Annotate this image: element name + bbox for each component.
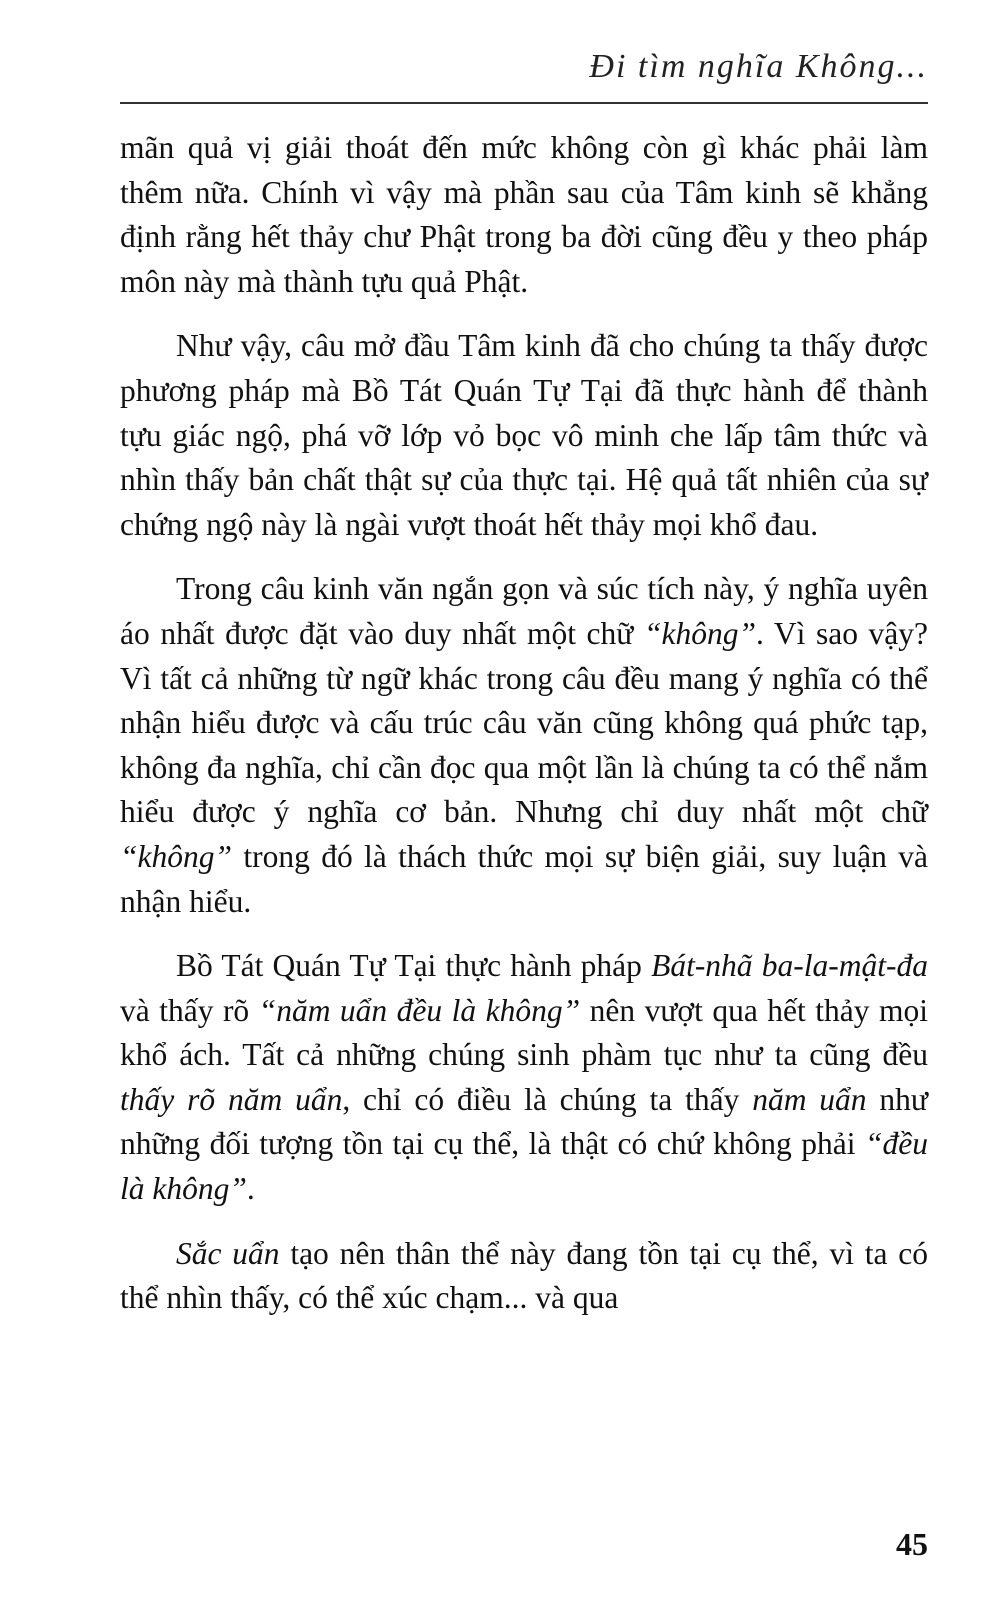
italic-run: thấy rõ năm uẩn bbox=[120, 1081, 343, 1117]
header-rule bbox=[120, 102, 928, 104]
paragraph-4 bbox=[120, 944, 928, 1212]
italic-run: “năm uẩn đều là không” bbox=[258, 992, 581, 1028]
running-header: Đi tìm nghĩa Không... bbox=[589, 48, 928, 85]
italic-run: Sắc uẩn bbox=[176, 1235, 280, 1271]
page-number: 45 bbox=[896, 1526, 928, 1562]
body-text bbox=[120, 126, 928, 1341]
text-run: Bồ Tát Quán Tự Tại thực hành pháp bbox=[176, 948, 652, 984]
italic-run: năm uẩn bbox=[752, 1081, 867, 1117]
italic-run: “không” bbox=[643, 615, 756, 651]
italic-run: Bát-nhã ba-la-mật-đa bbox=[651, 948, 928, 984]
paragraph-1 bbox=[120, 126, 928, 304]
text-run: tạo nên thân thể này đang tồn tại cụ thể, vì ta có thể nhìn thấy, có thể xúc chạm... và qua bbox=[120, 1235, 929, 1316]
italic-run: “đều là không” bbox=[120, 1126, 928, 1207]
text-run: Như vậy, câu mở đầu Tâm kinh đã cho chúng ta thấy được phương pháp mà Bồ Tát Quán Tự Tại đã thực hành để thành tựu giác ngộ, phá vỡ lớp vỏ bọc vô minh che lấp tâm thức và nhìn thấy bản chất thật sự của thực tại. Hệ quả tất nhiên của sự chứng ngộ này là ngài vượt thoát hết thảy mọi khổ đau. bbox=[120, 328, 928, 542]
paragraph-5 bbox=[120, 1232, 928, 1321]
italic-run: “không” bbox=[120, 838, 233, 874]
text-run: trong đó là thách thức mọi sự biện giải, suy luận và nhận hiểu. bbox=[120, 838, 928, 919]
text-run: . Vì sao vậy? Vì tất cả những từ ngữ khác trong câu đều mang ý nghĩa có thể nhận hiểu được và cấu trúc câu văn cũng không quá phức tạp, không đa nghĩa, chỉ cần đọc qua một lần là chúng ta có thể nắm hiểu được ý nghĩa cơ bản. Nhưng chỉ duy nhất một chữ bbox=[120, 615, 928, 830]
text-run: mãn quả vị giải thoát đến mức không còn gì khác phải làm thêm nữa. Chính vì vậy mà phần sau của Tâm kinh sẽ khẳng định rằng hết thảy chư Phật trong ba đời cũng đều y theo pháp môn này mà thành tựu quả Phật. bbox=[120, 130, 928, 299]
text-run: nên vượt qua hết thảy mọi khổ ách. Tất cả những chúng sinh phàm tục như ta cũng đều bbox=[120, 992, 928, 1073]
text-run: như những đối tượng tồn tại cụ thể, là thật có chứ không phải bbox=[120, 1081, 928, 1162]
paragraph-3 bbox=[120, 567, 928, 924]
paragraph-2 bbox=[120, 324, 928, 547]
text-run: và thấy rõ bbox=[120, 992, 259, 1028]
text-run: Trong câu kinh văn ngắn gọn và súc tích này, ý nghĩa uyên áo nhất được đặt vào duy nhất một chữ bbox=[120, 571, 928, 651]
text-run: , chỉ có điều là chúng ta thấy bbox=[342, 1081, 753, 1117]
text-run: . bbox=[246, 1171, 255, 1207]
